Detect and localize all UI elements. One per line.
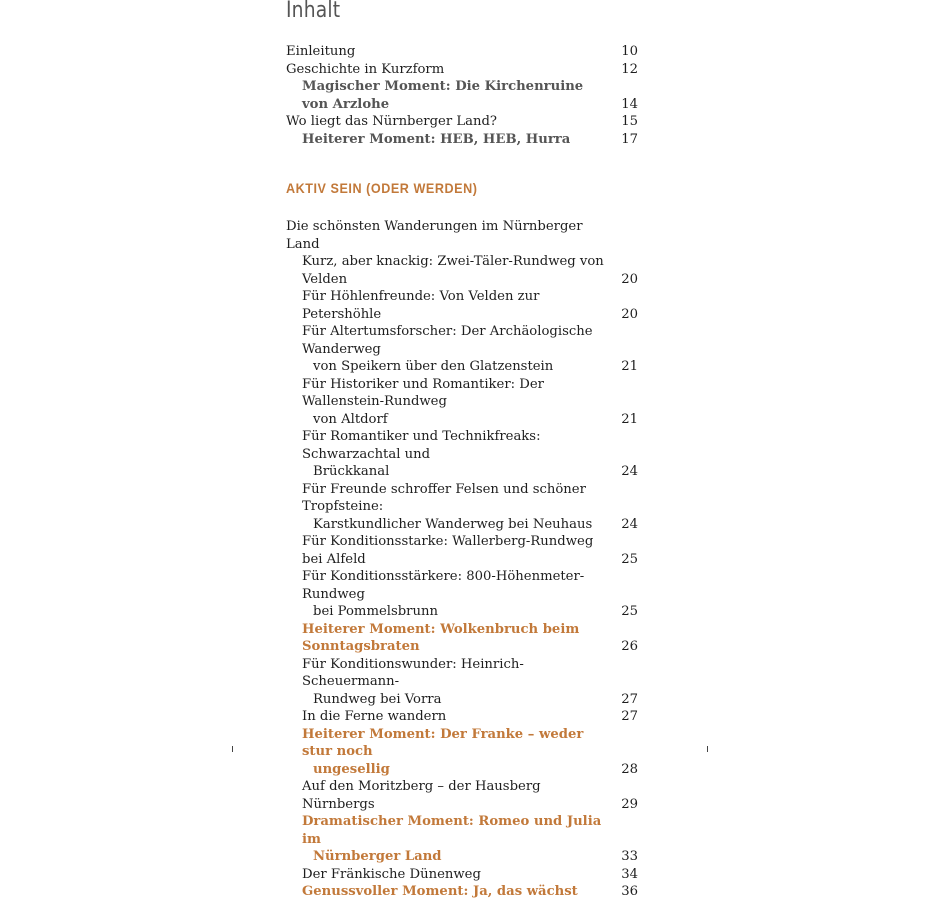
toc-entry-text	[286, 253, 612, 288]
toc-entry-line: von Speikern über den Glatzenstein	[313, 359, 554, 374]
toc-entry[interactable]	[286, 656, 638, 709]
toc-entry-text	[286, 568, 612, 621]
toc-page-number: 24	[621, 464, 638, 479]
toc-page-number: 34	[621, 866, 638, 882]
toc-entry-text: Geschichte in Kurzform	[286, 61, 445, 77]
toc-entry[interactable]	[286, 866, 638, 884]
toc-entry-line: Heiterer Moment: Der Franke – weder stur noch	[302, 726, 584, 759]
toc-entry-line: Dramatischer Moment: Romeo und Julia im	[302, 814, 602, 847]
toc-entry-line: ungesellig	[313, 761, 390, 777]
crop-mark-left	[232, 746, 233, 752]
toc-entry-text	[286, 481, 612, 534]
toc-page-number: 33	[621, 849, 638, 864]
toc-entry-line: Kurz, aber knackig: Zwei-Täler-Rundweg von Velden	[302, 254, 604, 287]
toc-entry[interactable]	[286, 708, 638, 726]
toc-page-number: 15	[621, 114, 638, 129]
toc-page-number: 21	[621, 359, 638, 374]
toc-entry-text	[286, 883, 612, 901]
toc-entry-text	[286, 708, 612, 726]
toc-entry-text	[286, 376, 612, 429]
toc-page-number: 26	[621, 639, 638, 654]
toc-page-number: 17	[621, 131, 638, 147]
toc-entry-text	[286, 778, 612, 813]
toc-entry-line: von Altdorf	[313, 411, 388, 427]
toc-section-heading[interactable]	[286, 218, 638, 253]
toc-entry[interactable]	[286, 113, 638, 131]
toc-entry-text: Die schönsten Wanderungen im Nürnberger Land	[286, 219, 583, 252]
toc-entry-text: Heiterer Moment: HEB, HEB, Hurra	[302, 131, 571, 147]
page-title: Inhalt	[286, 0, 341, 23]
toc-entry-line: Heiterer Moment: Wolkenbruch beim Sonntagsbraten	[302, 621, 580, 654]
toc-page-number: 12	[621, 61, 638, 77]
toc-entry-text	[286, 288, 612, 323]
toc-entry-text	[286, 621, 612, 656]
toc-page-number: 25	[621, 604, 638, 619]
toc-entry-line: In die Ferne wandern	[302, 709, 447, 724]
toc-entry[interactable]	[286, 621, 638, 656]
toc-entry-line: bei Pommelsbrunn	[313, 604, 438, 619]
toc-entry-line: Für Freunde schroffer Felsen und schöner Tropfsteine:	[302, 481, 586, 514]
toc-page-number: 14	[621, 96, 638, 112]
toc-entry[interactable]	[286, 481, 638, 534]
toc-entry[interactable]	[286, 376, 638, 429]
toc-entry-line: Für Konditionswunder: Heinrich-Scheuermann-	[302, 656, 524, 689]
toc-page-number: 20	[621, 271, 638, 287]
toc-page-number: 20	[621, 306, 638, 322]
toc-entry-line: Für Höhlenfreunde: Von Velden zur Petershöhle	[302, 289, 540, 322]
toc-entry-line: Für Konditionsstärkere: 800-Höhenmeter-Rundweg	[302, 569, 585, 602]
toc-page-number: 28	[621, 761, 638, 777]
toc-entry-line: Nürnberger Land	[313, 849, 442, 864]
crop-mark-right	[707, 746, 708, 752]
toc-entry[interactable]	[286, 428, 638, 481]
toc-entry-text: Einleitung	[286, 44, 356, 59]
toc-entry[interactable]	[286, 778, 638, 813]
toc-page-number: 27	[621, 709, 638, 724]
toc-entry-line: Brückkanal	[313, 464, 390, 479]
toc-intro-list	[286, 43, 638, 148]
toc-entry-text	[286, 428, 612, 481]
toc-page-number: 27	[621, 691, 638, 707]
toc-entry-text: Magischer Moment: Die Kirchenruine von Arzlohe	[302, 79, 584, 112]
toc-entry[interactable]	[286, 813, 638, 866]
toc-entry[interactable]	[286, 131, 638, 149]
toc-entry-line: Karstkundlicher Wanderweg bei Neuhaus	[313, 516, 593, 532]
toc-page-number: 25	[621, 551, 638, 567]
toc-entry[interactable]	[286, 533, 638, 568]
toc-entry-line: Genussvoller Moment: Ja, das wächst	[302, 884, 578, 899]
toc-entry[interactable]	[286, 323, 638, 376]
toc-page-number: 21	[621, 411, 638, 427]
toc-entry-line: Für Romantiker und Technikfreaks: Schwarzachtal und	[302, 429, 541, 462]
toc-page-number: 36	[621, 884, 638, 899]
toc-entry[interactable]	[286, 43, 638, 61]
toc-entry-line: Der Fränkische Dünenweg	[302, 866, 481, 882]
section-title: AKTIV SEIN (ODER WERDEN)	[286, 180, 478, 196]
toc-page-number: 24	[621, 516, 638, 532]
toc-entry[interactable]	[286, 253, 638, 288]
toc-entry-line: Rundweg bei Vorra	[313, 691, 442, 707]
toc-entry-line: Für Historiker und Romantiker: Der Wallenstein-Rundweg	[302, 376, 544, 409]
toc-page-number: 29	[621, 796, 638, 812]
toc-entry[interactable]	[286, 883, 638, 901]
toc-entry[interactable]	[286, 61, 638, 79]
toc-entry-text	[286, 656, 612, 709]
toc-page-number: 10	[621, 44, 638, 59]
toc-entry-line: Auf den Moritzberg – der Hausberg Nürnbergs	[302, 779, 541, 812]
toc-entry-text	[286, 323, 612, 376]
toc-entry-text	[286, 813, 612, 866]
toc-entry[interactable]	[286, 568, 638, 621]
toc-entry[interactable]	[286, 78, 638, 113]
toc-entry-line: Für Altertumsforscher: Der Archäologische Wanderweg	[302, 324, 593, 357]
toc-entry-text: Wo liegt das Nürnberger Land?	[286, 114, 497, 129]
toc-entry[interactable]	[286, 288, 638, 323]
toc-entry-text	[286, 866, 612, 884]
toc-section-list	[286, 218, 638, 901]
toc-entry-text	[286, 533, 612, 568]
toc-entry-line: Für Konditionsstarke: Wallerberg-Rundweg bei Alfeld	[302, 534, 594, 567]
